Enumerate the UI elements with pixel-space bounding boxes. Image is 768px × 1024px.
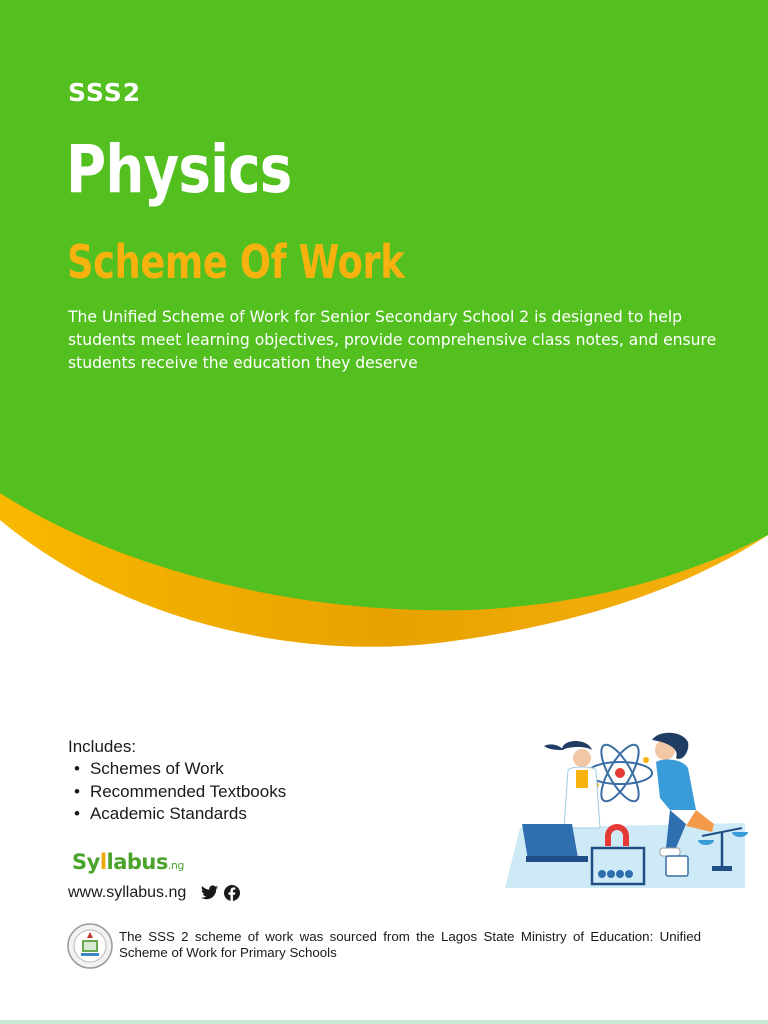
list-item: • Schemes of Work [74, 758, 286, 781]
website-link[interactable]: www.syllabus.ng [68, 884, 187, 901]
list-item: • Academic Standards [74, 803, 286, 826]
social-links [201, 885, 240, 901]
source-note: The SSS 2 scheme of work was sourced from the Lagos State Ministry of Education: Unified Scheme of Work for Primary Schools [119, 929, 701, 960]
logo-text-end: labus [106, 850, 168, 874]
logo-text-accent: l [99, 850, 107, 874]
logo-text-start: Sy [72, 850, 100, 874]
intro-paragraph: The Unified Scheme of Work for Senior Secondary School 2 is designed to help students meet learning objectives, provide comprehensive class notes, and ensure students receive the education they deserve [68, 308, 717, 372]
twitter-icon[interactable] [201, 885, 218, 901]
lagos-state-seal-icon [67, 923, 113, 969]
syllabus-logo[interactable] [72, 850, 184, 874]
grade-label: SSS2 [68, 78, 142, 107]
logo-suffix: .ng [167, 859, 184, 872]
science-lab-illustration [500, 728, 750, 893]
facebook-icon[interactable] [224, 885, 240, 901]
includes-title: Includes: [68, 737, 137, 756]
bottom-border [0, 1020, 768, 1024]
includes-list [74, 758, 286, 826]
list-item: • Recommended Textbooks [74, 781, 286, 804]
subject-title: Physics [66, 131, 292, 208]
document-type-heading: Scheme Of Work [67, 235, 405, 289]
